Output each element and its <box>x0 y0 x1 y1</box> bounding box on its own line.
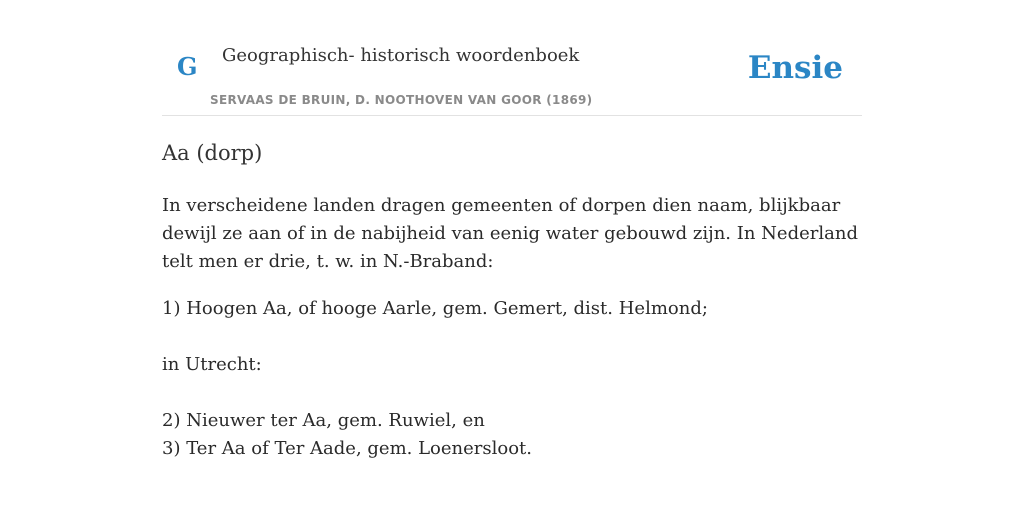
list-item: 2) Nieuwer ter Aa, gem. Ruwiel, en <box>162 410 485 431</box>
book-title-link[interactable]: Geographisch- historisch woordenboek <box>222 45 580 66</box>
ensie-brand-link[interactable]: Ensie <box>747 50 843 86</box>
entry-paragraph-list <box>162 407 862 463</box>
dictionary-logo-icon[interactable]: G <box>177 52 198 81</box>
list-item: 3) Ter Aa of Ter Aade, gem. Loenersloot. <box>162 438 532 459</box>
entry-card <box>162 0 862 512</box>
entry-paragraph-brabant: 1) Hoogen Aa, of hooge Aarle, gem. Gemert, dist. Helmond; <box>162 298 708 319</box>
entry-paragraph-intro: In verscheidene landen dragen gemeenten of dorpen dien naam, blijkbaar dewijl ze aan of in de nabijheid van eenig water gebouwd zijn. In Nederland telt men er drie, t. w. in N.-Braband: <box>162 195 858 272</box>
book-authors: SERVAAS DE BRUIN, D. NOOTHOVEN VAN GOOR (1869) <box>210 93 593 107</box>
dictionary-header <box>162 0 862 116</box>
entry-paragraph-utrecht: in Utrecht: <box>162 354 262 375</box>
entry-title: Aa (dorp) <box>162 141 263 165</box>
